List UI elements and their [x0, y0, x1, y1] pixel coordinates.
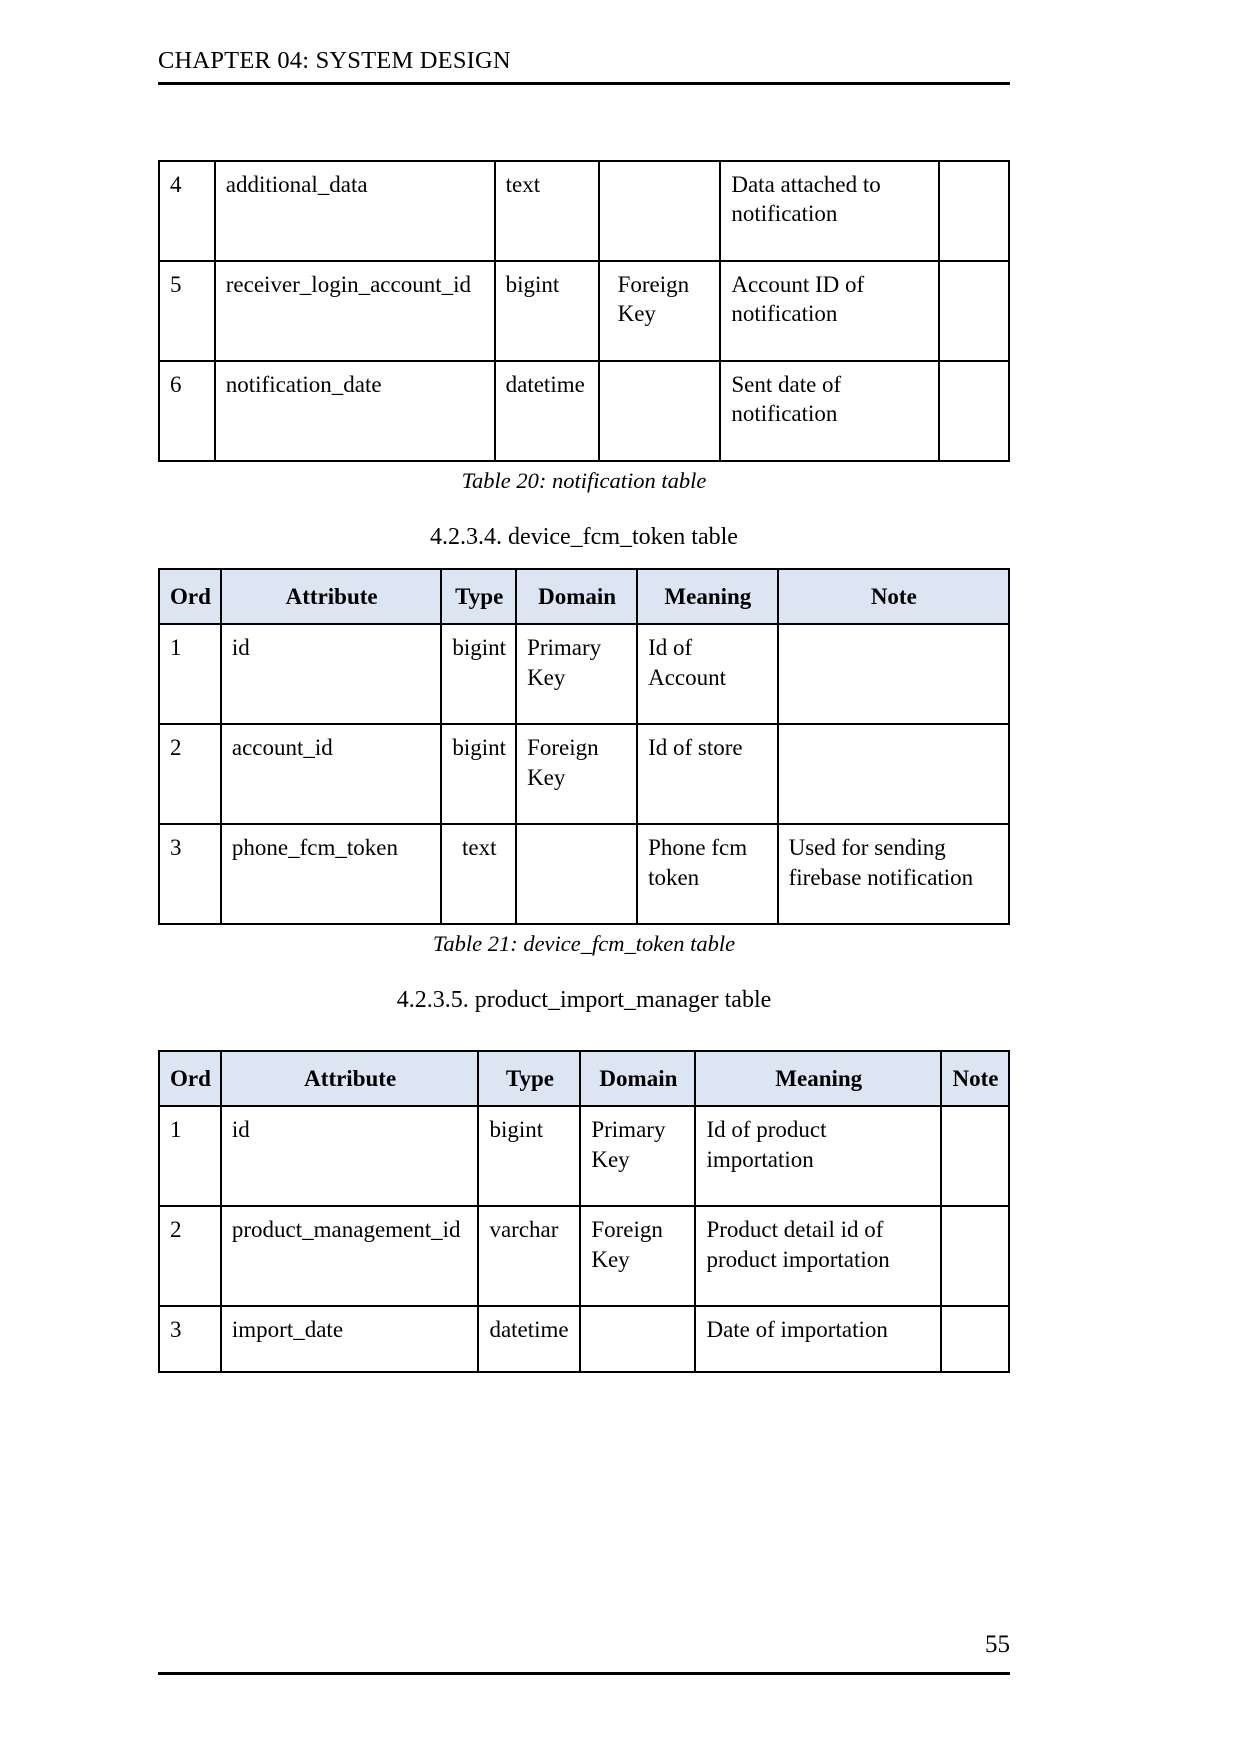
footer-rule: [158, 1672, 1010, 1675]
cell-ord: 1: [159, 1106, 221, 1206]
column-header-note: Note: [778, 569, 1009, 624]
table-device-fcm-token: [158, 568, 1010, 925]
cell-type: varchar: [478, 1206, 580, 1306]
cell-type: datetime: [495, 361, 599, 461]
cell-meaning: Phone fcm token: [637, 824, 778, 924]
table-header-row: [159, 569, 1009, 624]
column-header-attribute: Attribute: [221, 569, 442, 624]
cell-type: bigint: [478, 1106, 580, 1206]
cell-note: [939, 161, 1009, 261]
column-header-domain: Domain: [580, 1051, 695, 1106]
cell-ord: 2: [159, 1206, 221, 1306]
cell-type: text: [441, 824, 516, 924]
cell-type: bigint: [441, 724, 516, 824]
cell-attribute: additional_data: [215, 161, 495, 261]
cell-domain: [599, 361, 721, 461]
page-number: 55: [985, 1631, 1010, 1658]
column-header-note: Note: [941, 1051, 1009, 1106]
cell-note: [778, 724, 1009, 824]
cell-meaning: Id of product importation: [695, 1106, 941, 1206]
cell-note: Used for sending firebase notification: [778, 824, 1009, 924]
cell-note: [939, 261, 1009, 361]
cell-note: [778, 624, 1009, 724]
cell-domain: Primary Key: [580, 1106, 695, 1206]
table-product-import-manager: [158, 1050, 1010, 1373]
cell-ord: 3: [159, 824, 221, 924]
cell-attribute: import_date: [221, 1306, 479, 1372]
column-header-ord: Ord: [159, 1051, 221, 1106]
section-heading-device-fcm: 4.2.3.4. device_fcm_token table: [430, 524, 738, 550]
cell-attribute: id: [221, 624, 442, 724]
header-rule: [158, 82, 1010, 85]
table-block-notification: [158, 160, 1010, 565]
cell-note: [941, 1306, 1009, 1372]
cell-meaning: Id of Account: [637, 624, 778, 724]
column-header-type: Type: [478, 1051, 580, 1106]
table-row: [159, 824, 1009, 924]
column-header-meaning: Meaning: [637, 569, 778, 624]
table-caption-notification: Table 20: notification table: [461, 468, 707, 493]
table-row: [159, 624, 1009, 724]
table-row: [159, 1306, 1009, 1372]
section-heading-product-import: 4.2.3.5. product_import_manager table: [396, 987, 772, 1014]
table-row: [159, 361, 1009, 461]
cell-ord: 5: [159, 261, 215, 361]
cell-domain: Foreign Key: [516, 724, 637, 824]
table-block-product-import: [158, 1050, 1010, 1373]
cell-type: datetime: [478, 1306, 580, 1372]
cell-meaning: Sent date of notification: [720, 361, 939, 461]
column-header-domain: Domain: [516, 569, 637, 624]
cell-type: bigint: [495, 261, 599, 361]
cell-ord: 1: [159, 624, 221, 724]
cell-note: [941, 1106, 1009, 1206]
cell-attribute: phone_fcm_token: [221, 824, 442, 924]
cell-meaning: Id of store: [637, 724, 778, 824]
column-header-attribute: Attribute: [221, 1051, 479, 1106]
cell-ord: 2: [159, 724, 221, 824]
cell-ord: 3: [159, 1306, 221, 1372]
cell-ord: 6: [159, 361, 215, 461]
table-caption-device-fcm: Table 21: device_fcm_token table: [432, 931, 736, 957]
cell-domain: [599, 161, 721, 261]
cell-meaning: Date of importation: [695, 1306, 941, 1372]
table-row: [159, 161, 1009, 261]
cell-domain: Primary Key: [516, 624, 637, 724]
cell-attribute: receiver_login_account_id: [215, 261, 495, 361]
table-block-device-fcm: [158, 568, 1010, 1028]
running-header-text: CHAPTER 04: SYSTEM DESIGN: [158, 47, 511, 74]
cell-note: [939, 361, 1009, 461]
cell-meaning: Data attached to notification: [720, 161, 939, 261]
cell-domain: Foreign Key: [580, 1206, 695, 1306]
table-row: [159, 261, 1009, 361]
cell-meaning: Product detail id of product importation: [695, 1206, 941, 1306]
cell-attribute: product_management_id: [221, 1206, 479, 1306]
cell-domain: Foreign Key: [599, 261, 721, 361]
column-header-meaning: Meaning: [695, 1051, 941, 1106]
cell-type: text: [495, 161, 599, 261]
cell-note: [941, 1206, 1009, 1306]
table-row: [159, 724, 1009, 824]
cell-meaning: Account ID of notification: [720, 261, 939, 361]
running-header: [158, 48, 1010, 74]
table-row: [159, 1206, 1009, 1306]
column-header-type: Type: [441, 569, 516, 624]
table-notification: [158, 160, 1010, 462]
cell-domain: [516, 824, 637, 924]
cell-attribute: id: [221, 1106, 479, 1206]
cell-ord: 4: [159, 161, 215, 261]
cell-attribute: account_id: [221, 724, 442, 824]
table-row: [159, 1106, 1009, 1206]
column-header-ord: Ord: [159, 569, 221, 624]
cell-type: bigint: [441, 624, 516, 724]
cell-attribute: notification_date: [215, 361, 495, 461]
table-header-row: [159, 1051, 1009, 1106]
cell-domain: [580, 1306, 695, 1372]
